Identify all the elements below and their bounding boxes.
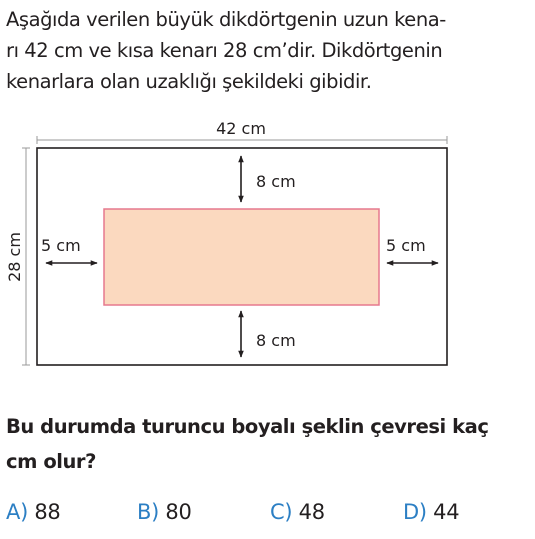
right-gap-label: 5 cm (386, 236, 426, 255)
question-line-1: Bu durumda turuncu boyalı şeklin çevresi kaç (6, 415, 489, 438)
option-c-letter: C) (270, 500, 293, 524)
problem-line-3: kenarlara olan uzaklığı şekildeki gibidir. (6, 70, 372, 93)
option-d-letter: D) (403, 500, 427, 524)
option-a-letter: A) (6, 500, 28, 524)
height-dimension (4, 148, 30, 365)
bottom-gap-label: 8 cm (256, 331, 296, 350)
question-line-2: cm olur? (6, 450, 96, 473)
option-b-letter: B) (137, 500, 159, 524)
option-b-value: 80 (165, 500, 192, 524)
width-label: 42 cm (216, 119, 266, 138)
top-gap-label: 8 cm (256, 172, 296, 191)
problem-line-1: Aşağıda verilen büyük dikdörtgenin uzun kena- (6, 8, 446, 31)
option-c[interactable] (270, 500, 325, 524)
inner-orange-rectangle (104, 209, 379, 305)
left-gap-label: 5 cm (41, 236, 81, 255)
option-d-value: 44 (433, 500, 460, 524)
problem-line-2: rı 42 cm ve kısa kenarı 28 cm’dir. Dikdörtgenin (6, 39, 443, 62)
option-b[interactable] (137, 500, 192, 524)
option-a[interactable] (6, 500, 60, 524)
question-text (6, 409, 531, 479)
option-d[interactable] (403, 500, 459, 524)
width-dimension (37, 119, 447, 144)
option-a-value: 88 (34, 500, 61, 524)
height-label: 28 cm (5, 232, 24, 282)
option-c-value: 48 (298, 500, 325, 524)
